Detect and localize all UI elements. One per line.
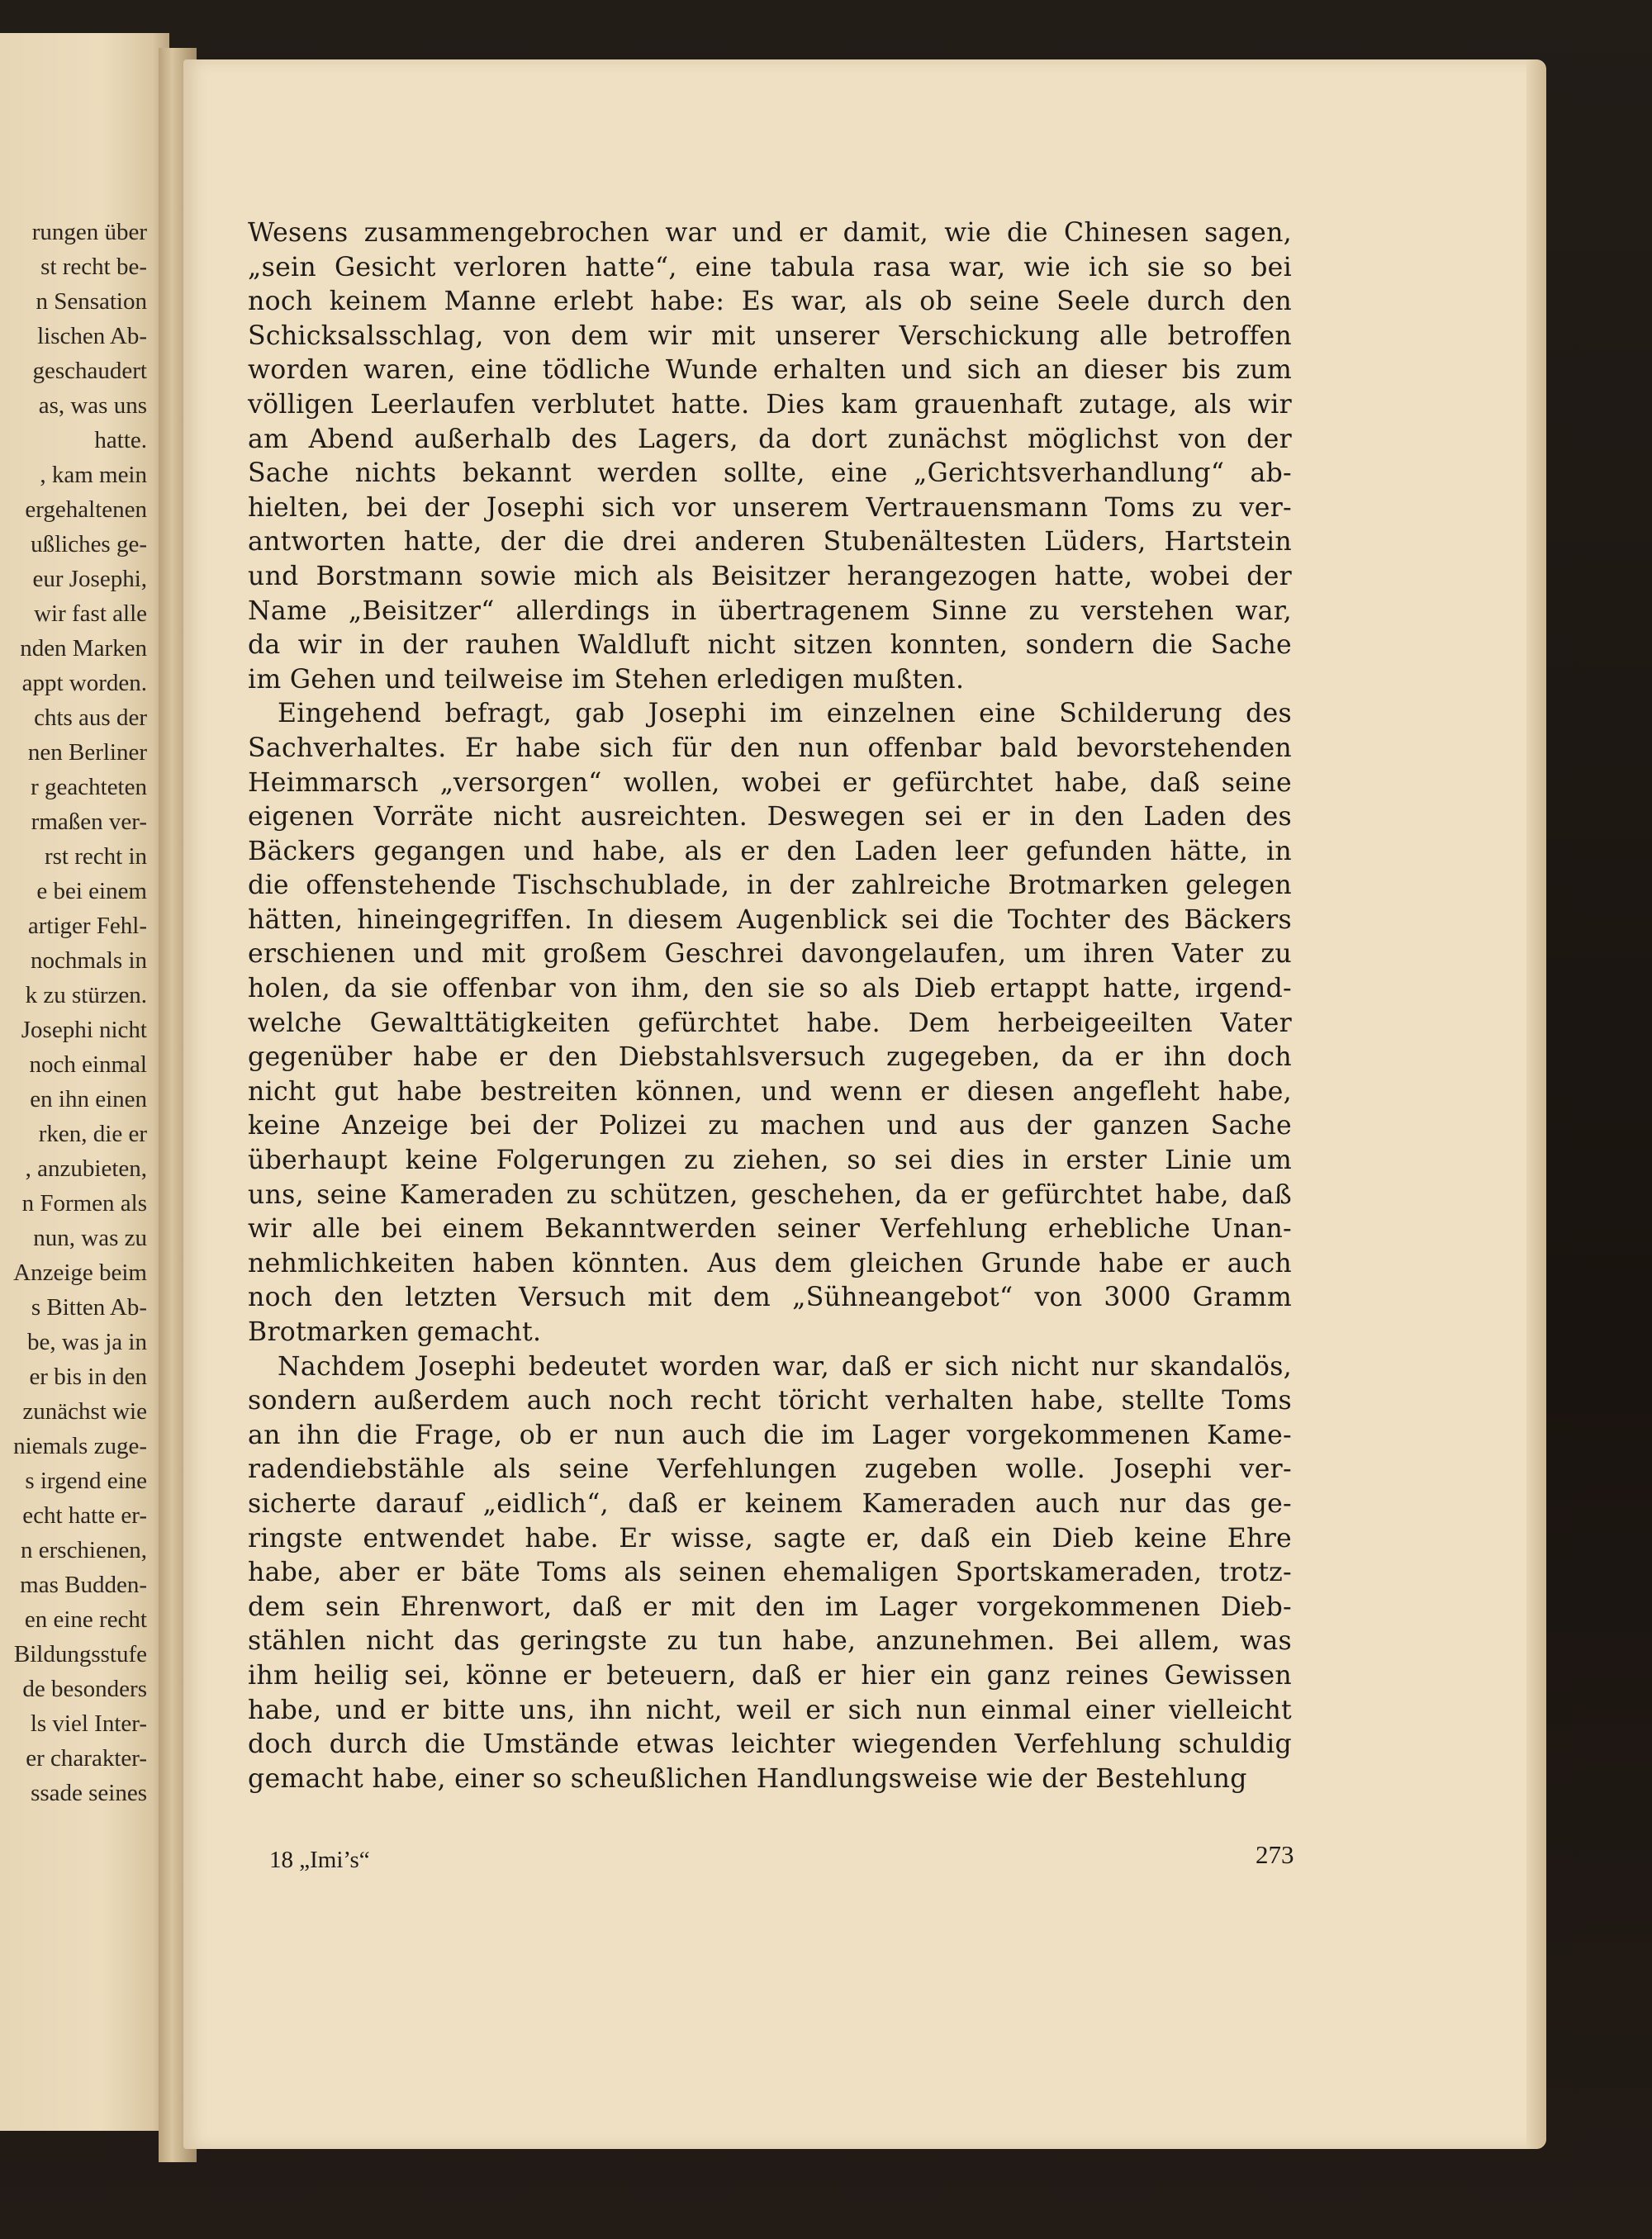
text-line: keine Anzeige bei der Polizei zu machen und aus der ganzen Sache bbox=[248, 1111, 1292, 1141]
text-line: dem sein Ehrenwort, daß er mit den im Lager vorgekommenen Dieb- bbox=[248, 1591, 1292, 1622]
text-line: Heimmarsch „versorgen“ wollen, wobei er gefürchtet habe, daß seine bbox=[248, 767, 1292, 798]
text-line: ihm heilig sei, könne er beteuern, daß er hier ein ganz reines Gewissen bbox=[248, 1660, 1292, 1691]
left-page-line: nochmals in bbox=[31, 947, 147, 974]
left-page-line: lischen Ab- bbox=[37, 323, 147, 349]
left-page-line: rken, die er bbox=[38, 1121, 147, 1147]
text-line: völligen Leerlaufen verblutet hatte. Dies kam grauenhaft zutage, als wir bbox=[248, 389, 1292, 420]
left-page-line: eur Josephi, bbox=[32, 566, 147, 592]
left-page-line: Josephi nicht bbox=[21, 1017, 147, 1043]
left-page-line: s Bitten Ab- bbox=[31, 1294, 147, 1321]
paragraph bbox=[248, 1350, 1292, 1797]
text-line: „sein Gesicht verloren hatte“, eine tabula rasa war, wie ich sie so bei bbox=[248, 252, 1292, 282]
text-line: Schicksalsschlag, von dem wir mit unserer Verschickung alle betroffen bbox=[248, 320, 1292, 351]
text-line: Brotmarken gemacht. bbox=[248, 1317, 542, 1347]
text-line: nicht gut habe bestreiten können, und wenn er diesen angefleht habe, bbox=[248, 1076, 1292, 1107]
left-page-line: en eine recht bbox=[24, 1606, 147, 1633]
left-page-line: chts aus der bbox=[34, 704, 147, 731]
text-line: worden waren, eine tödliche Wunde erhalten und sich an dieser bis zum bbox=[248, 355, 1292, 386]
left-page-line: s irgend eine bbox=[25, 1468, 147, 1494]
left-page-text bbox=[0, 215, 165, 1810]
left-page-line: n erschienen, bbox=[21, 1537, 147, 1563]
text-line: die offenstehende Tischschublade, in der zahlreiche Brotmarken gelegen bbox=[248, 870, 1292, 901]
left-page-line: e bei einem bbox=[36, 878, 147, 904]
body-text bbox=[248, 216, 1292, 1796]
left-page-line: er bis in den bbox=[29, 1364, 147, 1390]
text-line: hätten, hineingegriffen. In diesem Augenblick sei die Tochter des Bäckers bbox=[248, 904, 1292, 935]
left-page-line: echt hatte er- bbox=[22, 1502, 147, 1529]
text-line: doch durch die Umstände etwas leichter wiegenden Verfehlung schuldig bbox=[248, 1729, 1292, 1760]
left-page-line: k zu stürzen. bbox=[25, 982, 147, 1008]
text-line: sondern außerdem auch noch recht töricht verhalten habe, stellte Toms bbox=[248, 1386, 1292, 1416]
page-edge bbox=[1526, 59, 1546, 2149]
left-page-line: ergehaltenen bbox=[25, 496, 147, 523]
left-page-line: niemals zuge- bbox=[13, 1433, 147, 1459]
left-page-line: nen Berliner bbox=[27, 739, 147, 766]
left-page-line: wir fast alle bbox=[34, 600, 147, 627]
page-number: 273 bbox=[1256, 1840, 1294, 1869]
footer-signature: 18 „Imi’s“ bbox=[269, 1847, 370, 1873]
left-page-line: en ihn einen bbox=[30, 1086, 147, 1112]
text-line: im Gehen und teilweise im Stehen erledigen mußten. bbox=[248, 664, 965, 695]
left-page-line: be, was ja in bbox=[27, 1329, 147, 1355]
left-page-line: , kam mein bbox=[40, 462, 147, 488]
left-page-line: noch einmal bbox=[29, 1051, 147, 1078]
paragraph bbox=[248, 697, 1292, 1350]
left-page-line: Anzeige beim bbox=[13, 1259, 147, 1286]
text-line: Name „Beisitzer“ allerdings in übertragenem Sinne zu verstehen war, bbox=[248, 595, 1292, 626]
text-line: stählen nicht das geringste zu tun habe, anzunehmen. Bei allem, was bbox=[248, 1626, 1292, 1657]
text-line: Sache nichts bekannt werden sollte, eine „Gerichtsverhandlung“ ab- bbox=[248, 458, 1292, 489]
text-line: Sachverhaltes. Er habe sich für den nun offenbar bald bevorstehenden bbox=[248, 733, 1292, 763]
text-line: antworten hatte, der die drei anderen Stubenältesten Lüders, Hartstein bbox=[248, 527, 1292, 557]
text-line: Wesens zusammengebrochen war und er damit, wie die Chinesen sagen, bbox=[248, 218, 1292, 248]
text-line: gegenüber habe er den Diebstahlsversuch zugegeben, da er ihn doch bbox=[248, 1042, 1292, 1073]
left-page-line: r geachteten bbox=[31, 774, 147, 800]
text-line: habe, und er bitte uns, ihn nicht, weil er sich nun einmal einer vielleicht bbox=[248, 1695, 1292, 1725]
text-line: eigenen Vorräte nicht ausreichten. Deswegen sei er in den Laden des bbox=[248, 802, 1292, 833]
left-page-line: artiger Fehl- bbox=[27, 913, 147, 939]
left-page-line: n Formen als bbox=[21, 1190, 147, 1217]
text-line: uns, seine Kameraden zu schützen, geschehen, da er gefürchtet habe, daß bbox=[248, 1179, 1292, 1210]
text-line: noch den letzten Versuch mit dem „Sühneangebot“ von 3000 Gramm bbox=[248, 1283, 1292, 1313]
text-line: Bäckers gegangen und habe, als er den Laden leer gefunden hätte, in bbox=[248, 836, 1292, 866]
left-page-line: hatte. bbox=[94, 427, 147, 453]
text-line: ringste entwendet habe. Er wisse, sagte er, daß ein Dieb keine Ehre bbox=[248, 1523, 1292, 1554]
text-line: am Abend außerhalb des Lagers, da dort zunächst möglichst von der bbox=[248, 424, 1292, 454]
left-page-line: as, was uns bbox=[38, 392, 147, 419]
left-page-line: , anzubieten, bbox=[25, 1155, 147, 1182]
left-page bbox=[0, 33, 169, 2131]
left-page-line: er charakter- bbox=[26, 1745, 147, 1772]
text-line: Eingehend befragt, gab Josephi im einzelnen eine Schilderung des bbox=[278, 699, 1292, 729]
left-page-line: n Sensation bbox=[36, 288, 147, 315]
paragraph bbox=[248, 216, 1292, 697]
text-line: überhaupt keine Folgerungen zu ziehen, so sei dies in erster Linie um bbox=[248, 1146, 1292, 1176]
text-line: da wir in der rauhen Waldluft nicht sitzen konnten, sondern die Sache bbox=[248, 630, 1292, 661]
text-line: noch keinem Manne erlebt habe: Es war, als ob seine Seele durch den bbox=[248, 287, 1292, 317]
left-page-line: rst recht in bbox=[44, 843, 147, 870]
left-page-line: appt worden. bbox=[21, 670, 147, 696]
text-line: welche Gewalttätigkeiten gefürchtet habe. Dem herbeigeeilten Vater bbox=[248, 1008, 1292, 1038]
left-page-line: zunächst wie bbox=[22, 1398, 147, 1425]
text-line: habe, aber er bäte Toms als seinen ehemaligen Sportskameraden, trotz- bbox=[248, 1558, 1292, 1588]
left-page-line: rmaßen ver- bbox=[31, 809, 147, 835]
left-page-line: de besonders bbox=[22, 1676, 147, 1702]
text-line: erschienen und mit großem Geschrei davongelaufen, um ihren Vater zu bbox=[248, 939, 1292, 970]
text-line: gemacht habe, einer so scheußlichen Handlungsweise wie der Bestehlung bbox=[248, 1763, 1247, 1794]
left-page-line: ls viel Inter- bbox=[30, 1710, 147, 1737]
text-line: an ihn die Frage, ob er nun auch die im Lager vorgekommenen Kame- bbox=[248, 1420, 1292, 1450]
left-page-line: mas Budden- bbox=[20, 1572, 147, 1598]
text-line: nehmlichkeiten haben könnten. Aus dem gleichen Grunde habe er auch bbox=[248, 1248, 1292, 1278]
left-page-line: ußliches ge- bbox=[31, 531, 147, 557]
text-line: holen, da sie offenbar von ihm, den sie so als Dieb ertappt hatte, irgend- bbox=[248, 974, 1292, 1004]
left-page-line: ssade seines bbox=[31, 1780, 147, 1806]
left-page-line: nden Marken bbox=[20, 635, 147, 662]
text-line: hielten, bei der Josephi sich vor unserem Vertrauensmann Toms zu ver- bbox=[248, 492, 1292, 523]
left-page-line: Bildungsstufe bbox=[13, 1641, 147, 1667]
text-line: Nachdem Josephi bedeutet worden war, daß er sich nicht nur skandalös, bbox=[278, 1351, 1292, 1382]
text-line: sicherte darauf „eidlich“, daß er keinem Kameraden auch nur das ge- bbox=[248, 1488, 1292, 1519]
left-page-line: geschaudert bbox=[32, 358, 147, 384]
left-page-line: st recht be- bbox=[40, 254, 147, 280]
left-page-line: rungen über bbox=[31, 219, 147, 245]
text-line: wir alle bei einem Bekanntwerden seiner Verfehlung erhebliche Unan- bbox=[248, 1214, 1292, 1245]
text-line: radendiebstähle als seine Verfehlungen zugeben wolle. Josephi ver- bbox=[248, 1454, 1292, 1485]
text-line: und Borstmann sowie mich als Beisitzer herangezogen hatte, wobei der bbox=[248, 561, 1292, 591]
left-page-line: nun, was zu bbox=[33, 1225, 147, 1251]
